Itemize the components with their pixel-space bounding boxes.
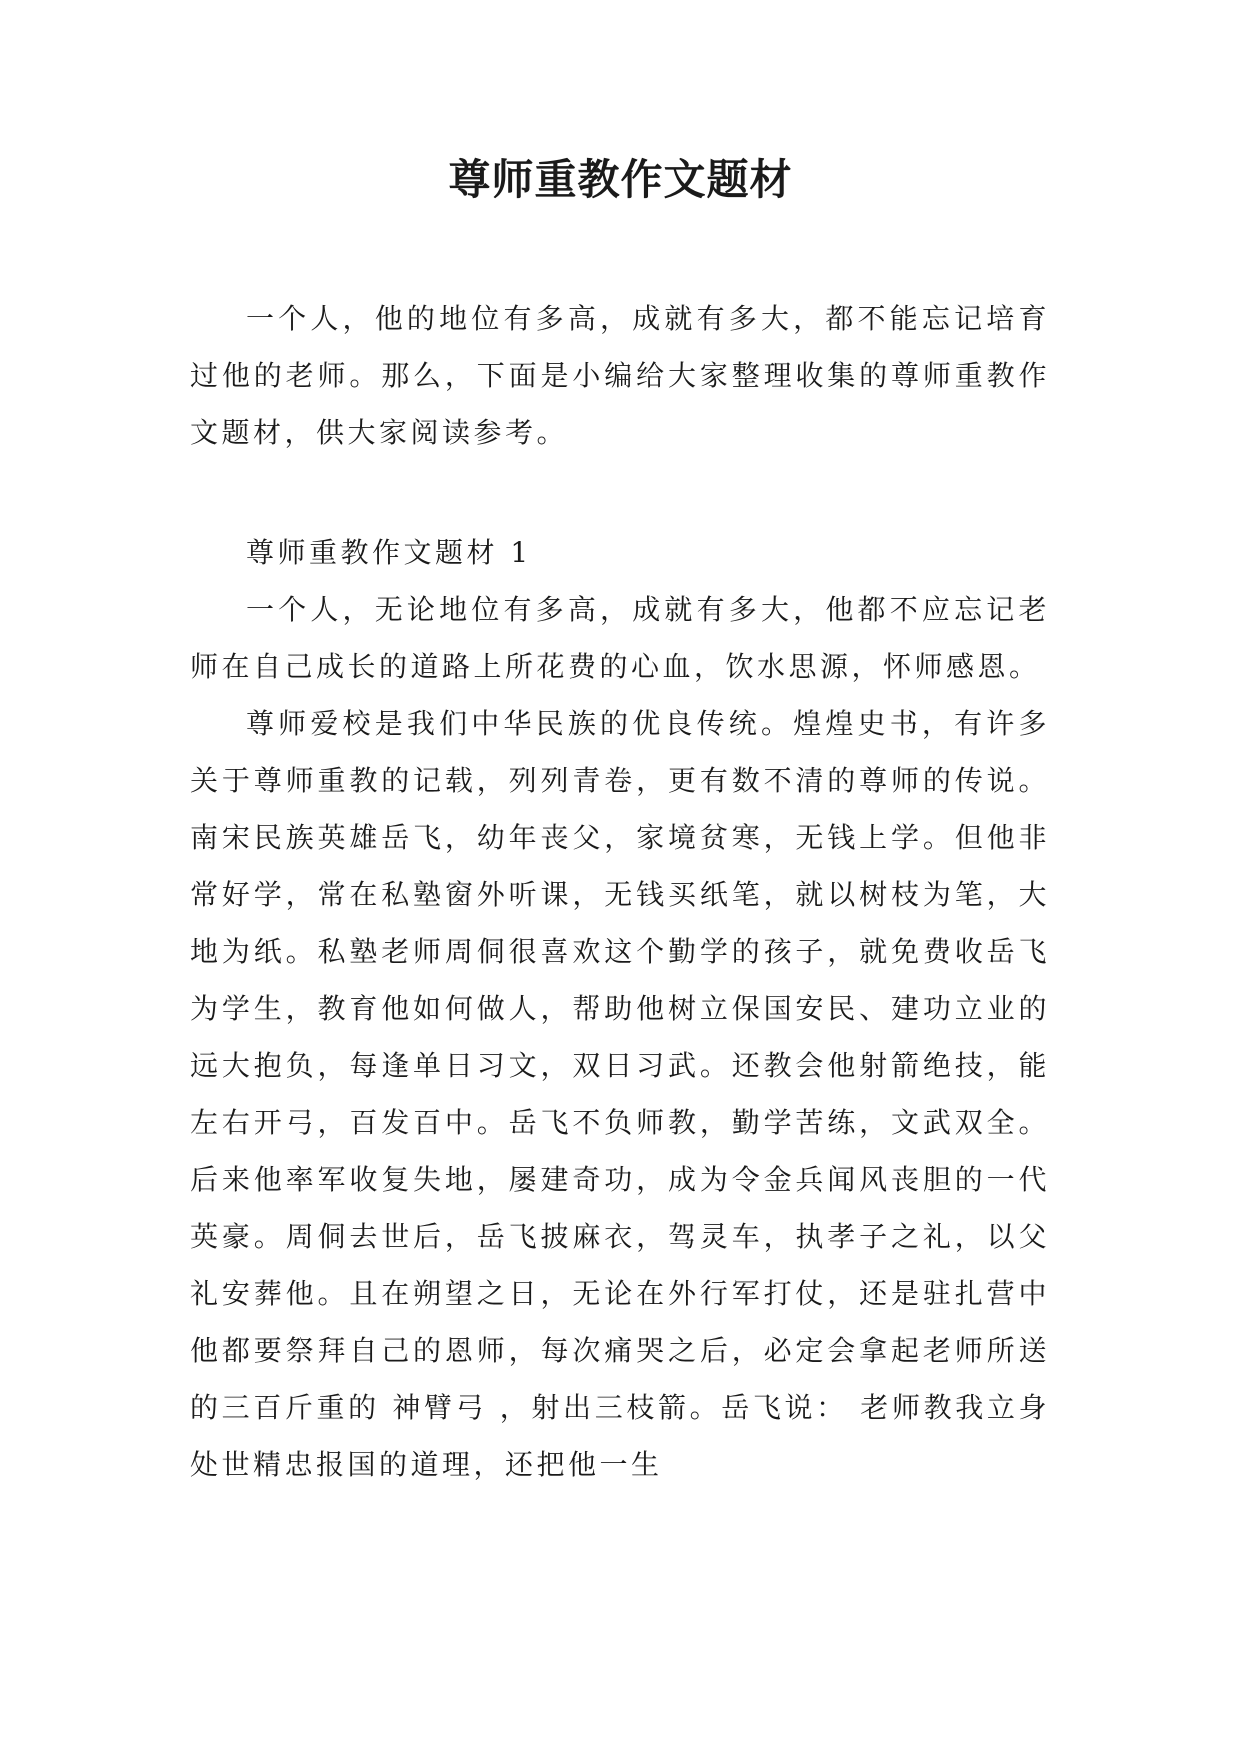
paragraph: 一个人，无论地位有多高，成就有多大，他都不应忘记老师在自己成长的道路上所花费的心血，饮水思源，怀师感恩。 — [190, 593, 1050, 683]
paragraph: 尊师爱校是我们中华民族的优良传统。煌煌史书，有许多关于尊师重教的记载，列列青卷，更有数不清的尊师的传说。南宋民族英雄岳飞，幼年丧父，家境贫寒，无钱上学。但他非常好学，常在私塾窗外听课，无钱买纸笔，就以树枝为笔，大地为纸。私塾老师周侗很喜欢这个勤学的孩子，就免费收岳飞为学生，教育他如何做人，帮助他树立保国安民、建功立业的远大抱负，每逢单日习文，双日习武。还教会他射箭绝技，能左右开弓，百发百中。岳飞不负师教，勤学苦练，文武双全。后来他率军收复失地，屡建奇功，成为令金兵闻风丧胆的一代英豪。周侗去世后，岳飞披麻衣，驾灵车，执孝子之礼，以父礼安葬他。且在朔望之日，无论在外行军打仗，还是驻扎营中他都要祭拜自己的恩师，每次痛哭之后，必定会拿起老师所送的三百斤重的 神臂弓 ，射出三枝箭。岳飞说： 老师教我立身处世精忠报国的道理，还把他一生 — [190, 707, 1050, 1481]
section-heading: 尊师重教作文题材 1 — [246, 536, 532, 569]
intro-block — [190, 290, 1050, 461]
section-1 — [190, 524, 1050, 1493]
intro-paragraph: 一个人，他的地位有多高，成就有多大，都不能忘记培育过他的老师。那么，下面是小编给大家整理收集的尊师重教作文题材，供大家阅读参考。 — [190, 302, 1050, 449]
document-title: 尊师重教作文题材 — [448, 155, 793, 204]
